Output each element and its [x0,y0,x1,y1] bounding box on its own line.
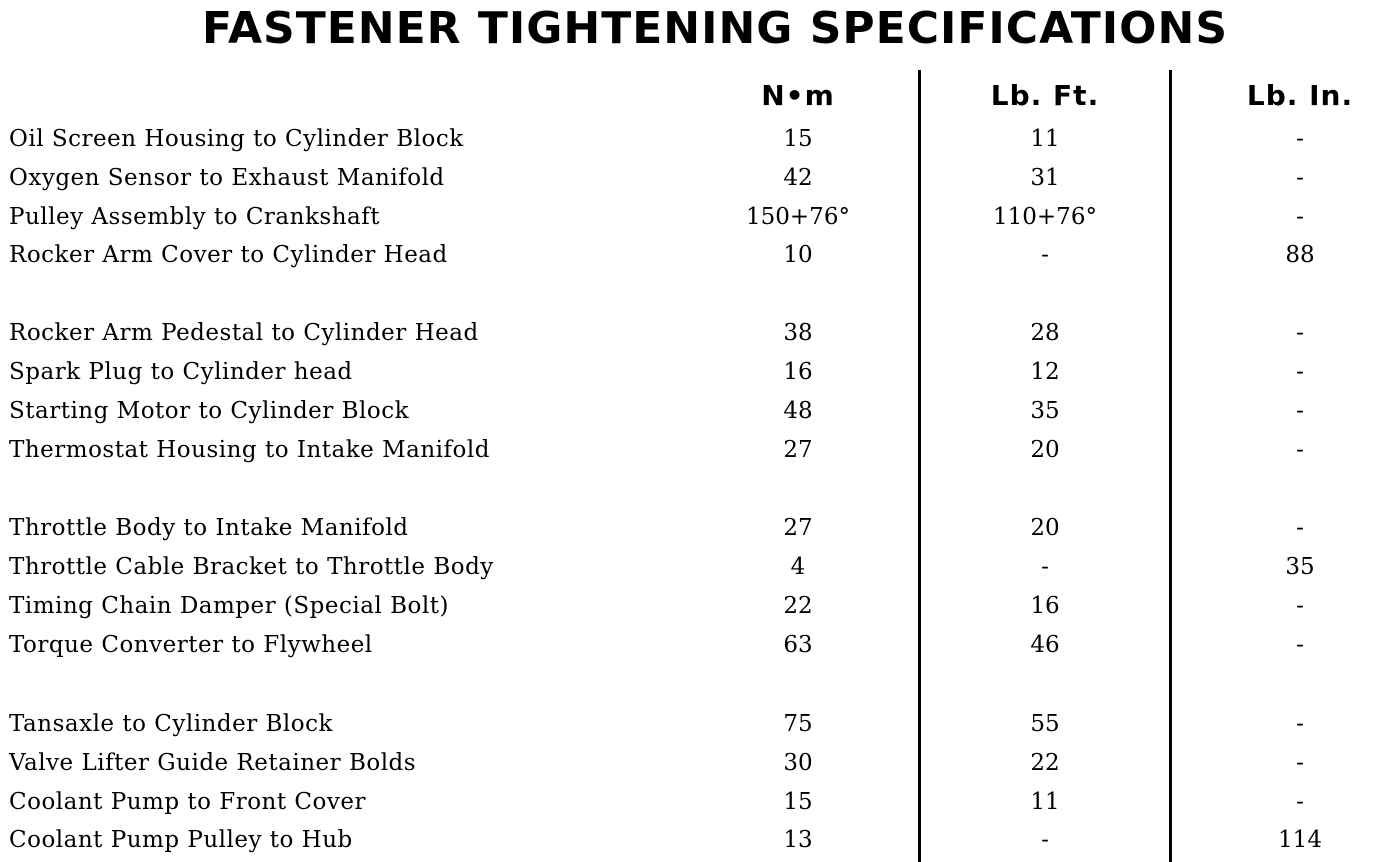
value-nm: 27 [783,437,813,463]
table-row [0,120,1376,158]
value-lb-ft: 12 [1030,359,1060,385]
value-lb-in: 88 [1285,242,1315,268]
table-row [0,353,1376,391]
value-nm: 150+76° [746,204,850,230]
table-row [0,509,1376,547]
value-nm: 27 [783,515,813,541]
value-lb-in: - [1296,632,1304,658]
page-title: FASTENER TIGHTENING SPECIFICATIONS [201,3,1229,54]
value-lb-ft: 31 [1030,165,1060,191]
value-nm: 75 [783,711,813,737]
fastener-label: Starting Motor to Cylinder Block [9,398,410,424]
fastener-label: Oxygen Sensor to Exhaust Manifold [9,165,445,191]
table-row [0,626,1376,664]
value-nm: 22 [783,593,813,619]
value-nm: 15 [783,126,813,152]
table-row [0,744,1376,782]
fastener-label: Tansaxle to Cylinder Block [9,711,333,737]
value-lb-in: - [1296,593,1304,619]
value-lb-ft: 22 [1030,750,1060,776]
fastener-label: Rocker Arm Cover to Cylinder Head [9,242,448,268]
value-lb-ft: 11 [1030,126,1060,152]
table-row [0,705,1376,743]
table-row [0,392,1376,430]
value-lb-ft: 46 [1030,632,1060,658]
value-lb-in: - [1296,750,1304,776]
fastener-label: Rocker Arm Pedestal to Cylinder Head [9,320,479,346]
value-nm: 15 [783,789,813,815]
value-nm: 4 [790,554,806,580]
fastener-label: Timing Chain Damper (Special Bolt) [9,593,449,619]
table-row [0,198,1376,236]
fastener-label: Coolant Pump Pulley to Hub [9,827,353,853]
value-lb-ft: 28 [1030,320,1060,346]
value-nm: 48 [783,398,813,424]
table-row [0,821,1376,859]
value-lb-in: - [1296,320,1304,346]
value-lb-ft: 11 [1030,789,1060,815]
column-header-lb-ft: Lb. Ft. [990,79,1100,112]
value-lb-ft: 35 [1030,398,1060,424]
value-lb-ft: 20 [1030,437,1060,463]
table-row [0,236,1376,274]
fastener-label: Thermostat Housing to Intake Manifold [9,437,490,463]
value-lb-in: 35 [1285,554,1315,580]
fastener-label: Throttle Body to Intake Manifold [9,515,409,541]
value-lb-in: - [1296,359,1304,385]
value-nm: 38 [783,320,813,346]
value-lb-in: 114 [1278,827,1322,853]
fastener-label: Throttle Cable Bracket to Throttle Body [9,554,494,580]
value-nm: 42 [783,165,813,191]
table-row [0,314,1376,352]
value-lb-ft: - [1041,554,1049,580]
fastener-label: Pulley Assembly to Crankshaft [9,204,380,230]
value-nm: 30 [783,750,813,776]
table-row [0,159,1376,197]
value-lb-ft: 55 [1030,711,1060,737]
value-lb-in: - [1296,126,1304,152]
value-lb-ft: 20 [1030,515,1060,541]
table-row [0,548,1376,586]
value-lb-in: - [1296,515,1304,541]
value-lb-ft: - [1041,827,1049,853]
fastener-label: Spark Plug to Cylinder head [9,359,353,385]
value-nm: 10 [783,242,813,268]
value-nm: 16 [783,359,813,385]
value-lb-ft: 16 [1030,593,1060,619]
table-row [0,587,1376,625]
fastener-label: Torque Converter to Flywheel [9,632,373,658]
value-lb-ft: 110+76° [993,204,1097,230]
column-header-nm: N•m [761,79,835,112]
fastener-label: Valve Lifter Guide Retainer Bolds [9,750,417,776]
value-nm: 63 [783,632,813,658]
fastener-label: Coolant Pump to Front Cover [9,789,366,815]
value-lb-in: - [1296,204,1304,230]
column-header-lb-in: Lb. In. [1246,79,1354,112]
value-lb-in: - [1296,165,1304,191]
value-lb-in: - [1296,789,1304,815]
value-nm: 13 [783,827,813,853]
fastener-label: Oil Screen Housing to Cylinder Block [9,126,464,152]
value-lb-ft: - [1041,242,1049,268]
value-lb-in: - [1296,711,1304,737]
table-row [0,431,1376,469]
value-lb-in: - [1296,398,1304,424]
table-row [0,783,1376,821]
value-lb-in: - [1296,437,1304,463]
